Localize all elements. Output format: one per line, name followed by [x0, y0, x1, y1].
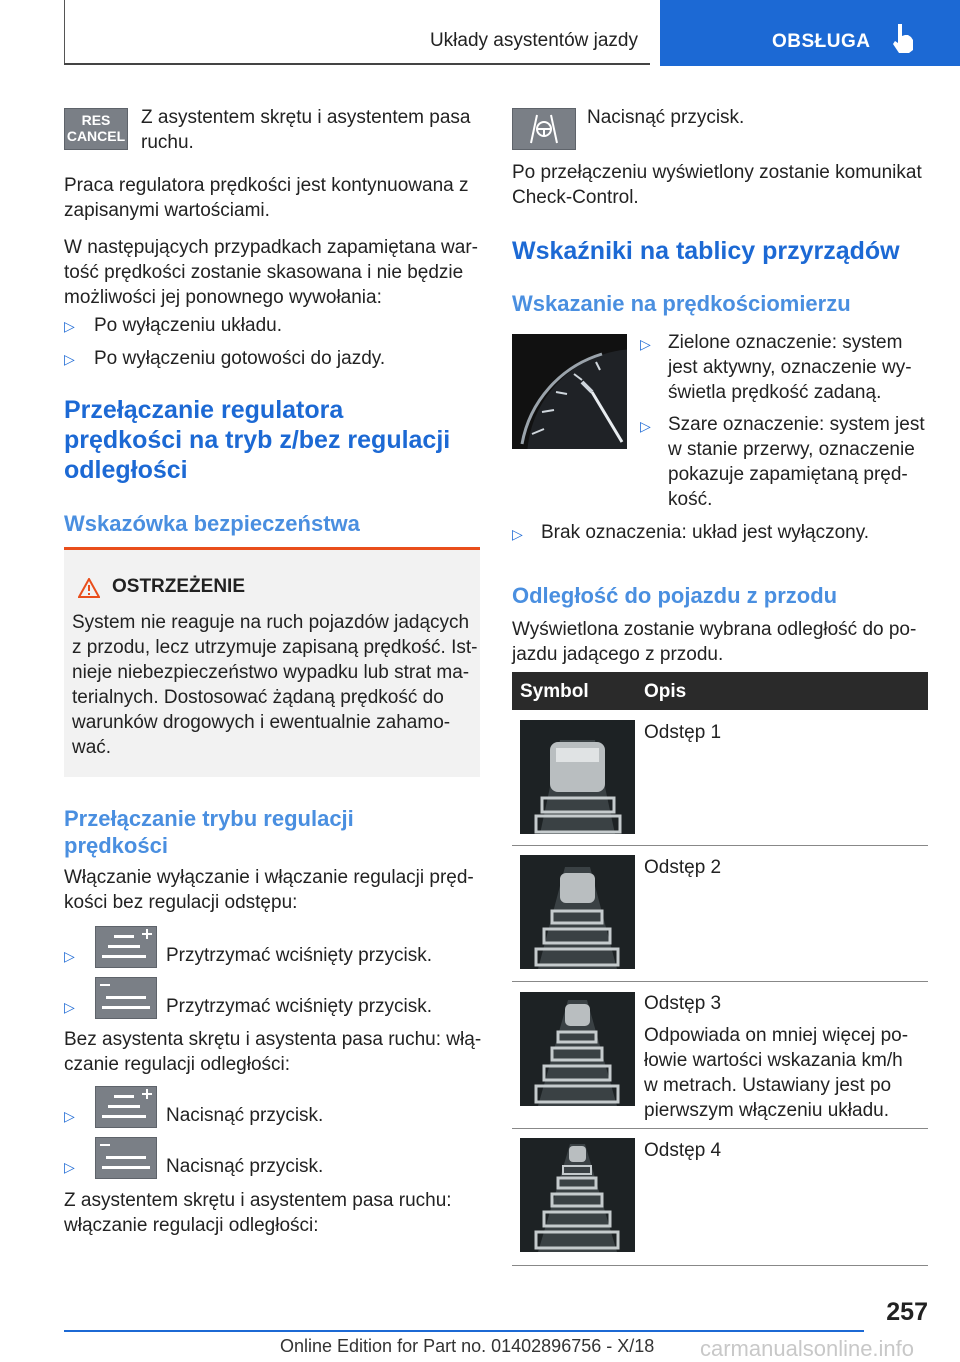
paragraph-check-control: Check-Control. — [512, 187, 639, 208]
distance-plus-button-image — [95, 926, 157, 968]
row-extra-line: w metrach. Ustawiany jest po — [644, 1075, 892, 1096]
bullet-icon: ▷ — [512, 526, 523, 542]
row-extra-line: pierwszym włączeniu układu. — [644, 1100, 889, 1121]
heading-switch-mode-2: prędkości na tryb z/bez regulacji — [64, 426, 451, 454]
bullet-item: Po wyłączeniu układu. — [94, 315, 282, 336]
bullet-icon: ▷ — [64, 351, 75, 367]
paragraph-cc-line: kości bez regulacji odstępu: — [64, 892, 298, 913]
steering-lane-icon — [513, 109, 575, 149]
heading-switch-mode-3: odległości — [64, 456, 188, 484]
paragraph-check-control: Po przełączeniu wyświetlony zostanie komunikat — [512, 162, 922, 183]
res-label: RES — [81, 112, 111, 128]
distance-1-image — [520, 720, 635, 834]
warning-box — [64, 550, 480, 777]
row-divider — [512, 845, 928, 846]
row-label: Odstęp 1 — [644, 722, 722, 743]
bullet-grey-line: Szare oznaczenie: system jest — [668, 414, 925, 435]
bullet-icon: ▷ — [64, 318, 75, 334]
bullet-grey-line: kość. — [668, 489, 713, 510]
paragraph-distance: jazdu jadącego z przodu. — [512, 644, 724, 665]
row-label: Odstęp 2 — [644, 857, 722, 878]
warning-triangle-icon — [78, 578, 100, 598]
section-title: Układy asystentów jazdy — [429, 30, 638, 51]
row-label: Odstęp 4 — [644, 1140, 722, 1161]
tab-obsluga[interactable] — [660, 0, 960, 66]
row-label: Odstęp 3 — [644, 993, 722, 1014]
heading-mode: Przełączanie trybu regulacji — [64, 806, 354, 831]
col-symbol: Symbol — [520, 681, 589, 702]
hold-text: Przytrzymać wciśnięty przycisk. — [166, 996, 433, 1017]
distance-plus-icon — [96, 927, 156, 967]
press-text: Nacisnąć przycisk. — [166, 1105, 324, 1126]
hold-text: Przytrzymać wciśnięty przycisk. — [166, 945, 433, 966]
paragraph-with-assist: włączanie regulacji odległości: — [64, 1215, 319, 1236]
speedometer-image — [512, 334, 627, 449]
heading-instrument: Wskaźniki na tablicy przyrządów — [512, 237, 900, 265]
warning-line: nieje niebezpieczeństwo wypadku lub strat ma- — [72, 662, 470, 683]
row-extra-line: łowie wartości wskazania km/h — [644, 1050, 903, 1071]
bullet-green-line: świetla prędkość zadaną. — [668, 382, 882, 403]
distance-minus-icon — [96, 1138, 156, 1178]
res-text: Z asystentem skrętu i asystentem pasa ruchu. — [141, 107, 471, 153]
distance-minus-icon — [96, 978, 156, 1018]
heading-speedometer: Wskazanie na prędkościomierzu — [512, 291, 851, 316]
distance-plus-button-image — [95, 1086, 157, 1128]
bullet-icon: ▷ — [640, 336, 651, 352]
press-top: Nacisnąć przycisk. — [587, 107, 745, 128]
bullet-icon: ▷ — [64, 1159, 75, 1175]
warning-line: terialnych. Dostosować żądaną prędkość do — [72, 687, 444, 708]
edition-text: Online Edition for Part no. 01402896756 - X/18 — [280, 1336, 655, 1356]
distance-minus-button-image — [95, 1137, 157, 1179]
footer-rule — [64, 1330, 864, 1332]
bullet-off: Brak oznaczenia: układ jest wyłączony. — [541, 522, 870, 543]
paragraph-no-assist: Bez asystenta skrętu i asystenta pasa ruchu: włą- — [64, 1029, 482, 1050]
header-underline — [64, 63, 650, 65]
row-extra-line: Odpowiada on mniej więcej po- — [644, 1025, 909, 1046]
cancel-label: CANCEL — [66, 128, 126, 144]
paragraph-no-assist: czanie regulacji odległości: — [64, 1054, 291, 1075]
distance-2-image — [520, 855, 635, 969]
res-cancel-button-image — [64, 108, 128, 150]
bullet-green-line: Zielone oznaczenie: system — [668, 332, 903, 353]
tab-label: OBSŁUGA — [772, 31, 871, 52]
distance-minus-button-image — [95, 977, 157, 1019]
bullet-icon: ▷ — [640, 418, 651, 434]
paragraph-with-assist: Z asystentem skrętu i asystentem pasa ruchu: — [64, 1190, 452, 1211]
heading-switch-mode: Przełączanie regulatora — [64, 396, 344, 424]
bullet-grey-line: w stanie przerwy, oznaczenie — [668, 439, 915, 460]
row-divider — [512, 981, 928, 982]
warning-line: warunków drogowych i ewentualnie zahamo- — [72, 712, 451, 733]
bullet-grey-line: pokazuje zapamiętaną pręd- — [668, 464, 908, 485]
distance-3-image — [520, 992, 635, 1106]
lane-assist-button-image — [512, 108, 576, 150]
heading-distance: Odległość do pojazdu z przodu — [512, 583, 838, 608]
header-divider-left — [64, 0, 65, 64]
bullet-icon: ▷ — [64, 1108, 75, 1124]
distance-4-image — [520, 1138, 635, 1252]
bullet-icon: ▷ — [64, 999, 75, 1015]
paragraph-continue: Praca regulatora prędkości jest kontynuowana z zapisanymi wartościami. — [64, 175, 469, 221]
bullet-item: Po wyłączeniu gotowości do jazdy. — [94, 348, 386, 369]
table-header — [512, 672, 928, 710]
row-divider — [512, 1265, 928, 1266]
col-desc: Opis — [644, 681, 687, 702]
press-text: Nacisnąć przycisk. — [166, 1156, 324, 1177]
heading-safety: Wskazówka bezpieczeństwa — [64, 511, 360, 536]
warning-line: System nie reaguje na ruch pojazdów jadących — [72, 612, 470, 633]
distance-plus-icon — [96, 1087, 156, 1127]
paragraph-distance: Wyświetlona zostanie wybrana odległość do po- — [512, 619, 917, 640]
hand-pointer-icon — [890, 22, 916, 54]
warning-line: wać. — [72, 737, 112, 758]
warning-line: z przodu, lecz utrzymuje zapisaną prędkość. Ist- — [72, 637, 478, 658]
watermark: carmanualsonline.info — [700, 1336, 915, 1361]
bullet-green-line: jest aktywny, oznaczenie wy- — [668, 357, 912, 378]
bullet-icon: ▷ — [64, 948, 75, 964]
paragraph-cc-line: Włączanie wyłączanie i włączanie regulacji pręd- — [64, 867, 474, 888]
paragraph-cases: W następujących przypadkach zapamiętana wartość prędkości zostanie skasowana i nie będzie możliwości jej ponownego wywołania: — [64, 237, 478, 308]
row-divider — [512, 1128, 928, 1129]
heading-mode-2: prędkości — [64, 833, 168, 858]
page-number: 257 — [886, 1298, 928, 1326]
warning-title: OSTRZEŻENIE — [112, 576, 246, 597]
